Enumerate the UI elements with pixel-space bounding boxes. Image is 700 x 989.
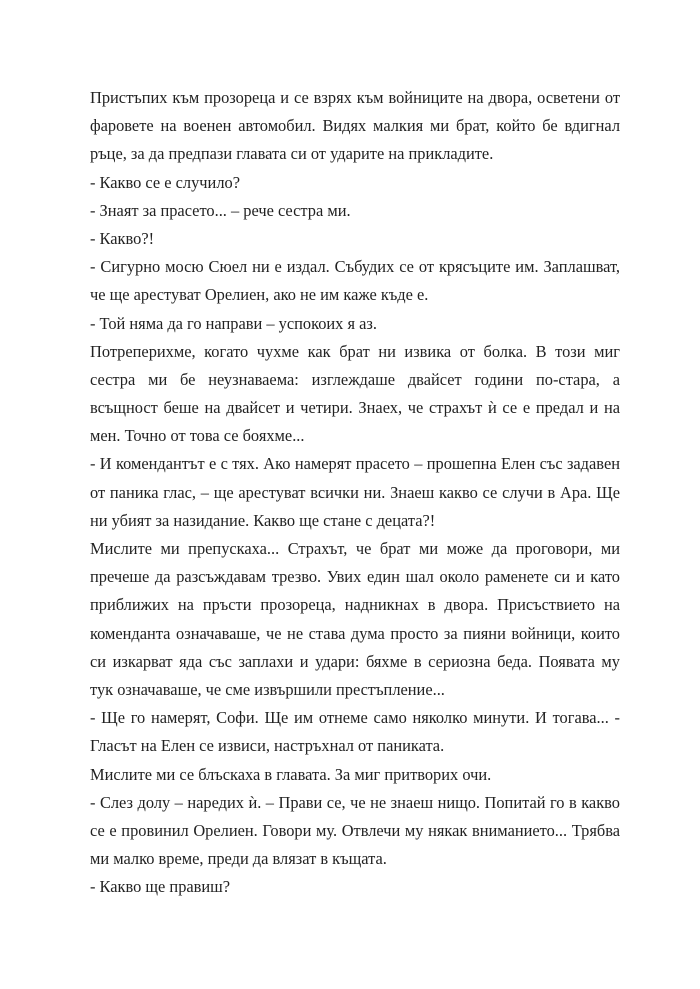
text-line: - Той няма да го направи – успокоих я аз. [90, 313, 377, 333]
text-line: - Какво се е случило? [90, 172, 240, 192]
text-line: - Знаят за прасето... – рече сестра ми. [90, 200, 351, 220]
text-line: Мислите ми се блъскаха в главата. За миг притворих очи. [90, 764, 492, 784]
text-line: - Какво?! [90, 228, 155, 248]
text-line: фаровете на военен автомобил. Видях малкия ми брат, който бе вдигнал [90, 116, 620, 136]
text-line: - Ще го намерят, Софи. Ще им отнеме само няколко минути. И тогава... - [90, 708, 620, 728]
text-line: Потреперихме, когато чухме как брат ни извика от болка. В този миг [90, 341, 620, 361]
text-line: Мислите ми препускаха... Страхът, че брат ми може да проговори, ми [90, 539, 620, 558]
text-line: се е провинил Орелиен. Говори му. Отвлечи му някак вниманието... Трябва [90, 820, 620, 840]
text-line: коменданта означаваше, че не става дума просто за пияни войници, които [90, 623, 620, 643]
body-text [90, 84, 620, 901]
text-line: Пристъпих към прозореца и се взрях към войниците на двора, осветени от [90, 88, 620, 107]
text-line: сестра ми бе неузнаваема: изглеждаше двайсет години по-стара, а [90, 369, 620, 389]
text-line: - Слез долу – наредих ѝ. – Прави се, че не знаеш нищо. Попитай го в какво [90, 792, 620, 812]
text-line: ми малко време, преди да влязат в къщата. [90, 849, 387, 869]
text-line: ни убият за назидание. Какво ще стане с децата?! [90, 510, 436, 530]
text-line: - И комендантът е с тях. Ако намерят прасето – прошепна Елен със задавен [90, 454, 620, 474]
text-line: тук означаваше, че сме извършили престъпление... [90, 679, 445, 699]
text-line: пречеше да разсъждавам трезво. Увих един шал около раменете си и като [90, 567, 620, 587]
text-line: - Сигурно мосю Сюел ни е издал. Събудих се от крясъците им. Заплашват, [90, 257, 620, 277]
text-line: Гласът на Елен се извиси, настръхнал от паниката. [90, 736, 445, 756]
text-line: - Какво ще правиш? [90, 877, 231, 897]
text-line: ръце, за да предпази главата си от ударите на прикладите. [90, 144, 494, 164]
text-line: че ще арестуват Орелиен, ако не им каже къде е. [90, 285, 429, 305]
text-line: мен. Точно от това се бояхме... [90, 426, 305, 446]
text-line: от паника глас, – ще арестуват всички ни. Знаеш какво се случи в Ара. Ще [90, 482, 620, 502]
text-line: си изкарват яда със заплахи и удари: бяхме в сериозна беда. Появата му [90, 651, 620, 671]
text-line: приближих на пръсти прозореца, надникнах в двора. Присъствието на [90, 595, 620, 615]
text-line: всъщност беше на двайсет и четири. Знаех, че страхът ѝ се е предал и на [90, 398, 620, 418]
